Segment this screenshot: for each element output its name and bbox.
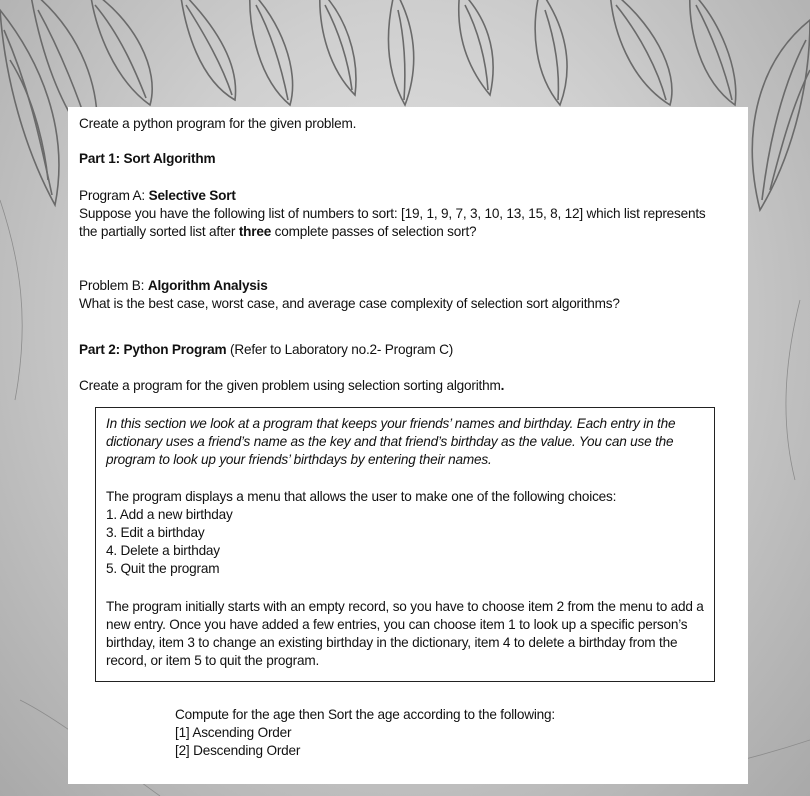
menu-item: 5. Quit the program xyxy=(106,561,220,576)
program-a-line2-pre: the partially sorted list after xyxy=(79,224,239,239)
intro-text: Create a python program for the given problem. xyxy=(79,116,357,131)
problem-b-title xyxy=(79,277,268,295)
menu-item: 4. Delete a birthday xyxy=(106,543,220,558)
part2-ref: (Refer to Laboratory no.2- Program C) xyxy=(226,342,454,357)
part1-heading: Part 1: Sort Algorithm xyxy=(79,151,216,166)
menu-intro: The program displays a menu that allows the user to make one of the following choices: xyxy=(106,489,617,504)
program-a-line2-post: complete passes of selection sort? xyxy=(271,224,477,239)
program-a-line1: Suppose you have the following list of numbers to sort: [19, 1, 9, 7, 3, 10, 13, 15, 8, 12] which list represents xyxy=(79,206,706,221)
menu-item: 1. Add a new birthday xyxy=(106,507,233,522)
box-closing-line: The program initially starts with an empty record, so you have to choose item 2 from the menu to add a xyxy=(106,599,704,614)
menu-item: 3. Edit a birthday xyxy=(106,525,205,540)
problem-description-box xyxy=(95,407,715,682)
problem-b-line1: What is the best case, worst case, and average case complexity of selection sort algorithms? xyxy=(79,296,620,311)
box-closing-line: new entry. Once you have added a few entries, you can choose item 1 to look up a specific person’s xyxy=(106,617,688,632)
part2-instruction-end: . xyxy=(500,378,505,393)
sort-option: [2] Descending Order xyxy=(175,743,301,758)
box-closing-line: birthday, item 3 to change an existing birthday in the dictionary, item 4 to delete a birthday from the xyxy=(106,635,678,650)
part2-heading-bold: Part 2: Python Program xyxy=(79,342,227,357)
program-a-line2 xyxy=(79,223,476,241)
sort-task-line: Compute for the age then Sort the age according to the following: xyxy=(175,707,555,722)
problem-b-name: Algorithm Analysis xyxy=(147,278,268,293)
part2-instruction-text: Create a program for the given problem using selection sorting algorithm xyxy=(79,378,501,393)
program-a-prefix: Program A: xyxy=(79,188,149,203)
program-a-title xyxy=(79,187,236,205)
box-italic-line: program to look up your friends’ birthdays by entering their names. xyxy=(106,452,492,467)
sort-option: [1] Ascending Order xyxy=(175,725,292,740)
box-closing-line: record, or item 5 to quit the program. xyxy=(106,653,320,668)
part2-heading xyxy=(79,341,453,359)
program-a-name: Selective Sort xyxy=(148,188,236,203)
box-italic-line: In this section we look at a program that keeps your friends’ names and birthday. Each entry in the xyxy=(106,416,676,431)
box-italic-line: dictionary uses a friend’s name as the key and that friend’s birthday as the value. You can use the xyxy=(106,434,674,449)
problem-b-prefix: Problem B: xyxy=(79,278,148,293)
part2-instruction xyxy=(79,377,504,395)
program-a-line2-bold: three xyxy=(238,224,272,239)
